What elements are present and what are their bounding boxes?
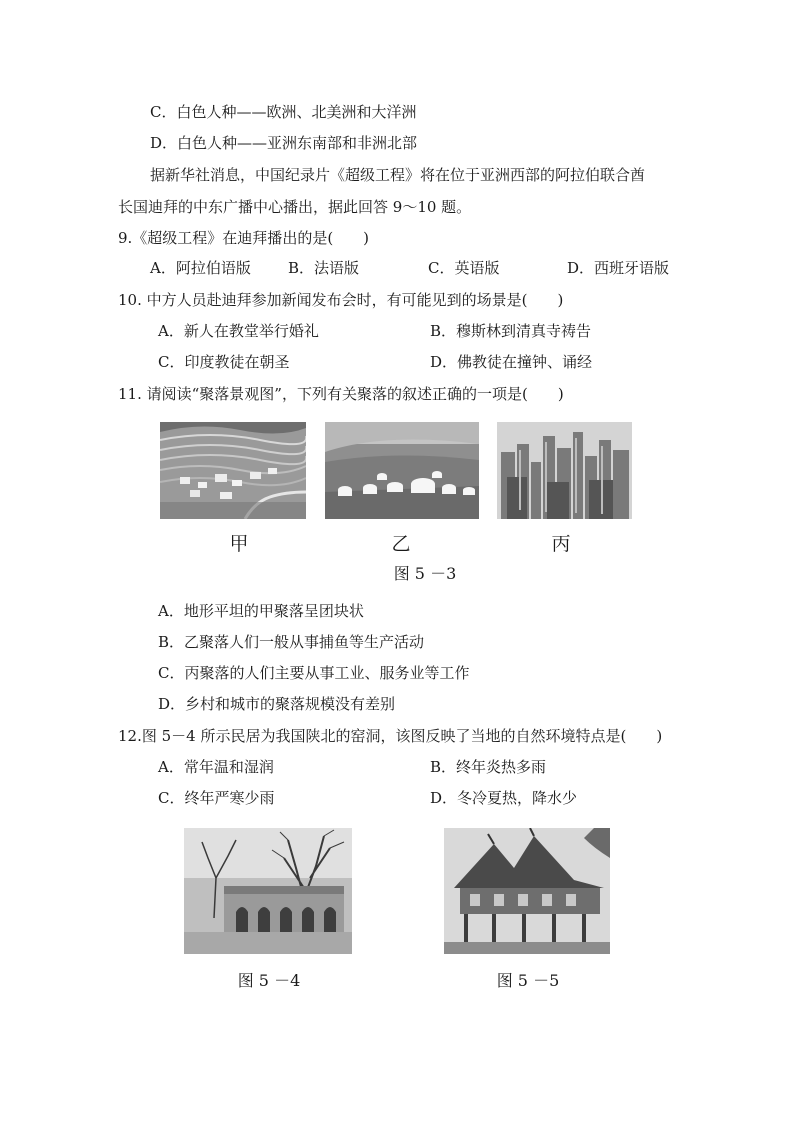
question-11-option-d: D．乡村和城市的聚落规模没有差别	[158, 695, 396, 713]
question-10-option-b: B．穆斯林到清真寺祷告	[430, 322, 592, 340]
question-9-option-d: D．西班牙语版	[567, 259, 670, 277]
question-12-stem: 12.图 5－4 所示民居为我国陕北的窑洞，该图反映了当地的自然环境特点是( )	[118, 727, 663, 745]
photo-label-yi: 乙	[391, 533, 411, 555]
question-11-option-c: C．丙聚落的人们主要从事工业、服务业等工作	[158, 664, 470, 682]
prev-option-d: D．白色人种——亚洲东南部和非洲北部	[150, 134, 418, 152]
question-10-option-d: D．佛教徒在撞钟、诵经	[430, 353, 593, 371]
question-11-option-b: B．乙聚落人们一般从事捕鱼等生产活动	[158, 633, 425, 651]
question-12-option-d: D．冬冷夏热，降水少	[430, 789, 578, 807]
question-12-option-b: B．终年炎热多雨	[430, 758, 547, 776]
question-11-stem: 11. 请阅读“聚落景观图”，下列有关聚落的叙述正确的一项是( )	[118, 385, 564, 403]
photo-label-bing: 丙	[551, 533, 571, 555]
question-10-stem: 10. 中方人员赴迪拜参加新闻发布会时，有可能见到的场景是( )	[118, 291, 564, 309]
question-12-option-c: C．终年严寒少雨	[158, 789, 275, 807]
cave-dwelling-photo	[184, 828, 352, 954]
question-9-option-c: C．英语版	[428, 259, 500, 277]
question-9-option-a: A．阿拉伯语版	[150, 259, 251, 277]
intro-line-1: 据新华社消息，中国纪录片《超级工程》将在位于亚洲西部的阿拉伯联合酋	[150, 166, 646, 184]
intro-line-2: 长国迪拜的中东广播中心播出，据此回答 9～10 题。	[118, 198, 472, 216]
question-12-option-a: A．常年温和湿润	[158, 758, 274, 776]
settlement-photo-yi	[325, 422, 479, 519]
question-11-option-a: A．地形平坦的甲聚落呈团块状	[158, 602, 364, 620]
prev-option-c: C．白色人种——欧洲、北美洲和大洋洲	[150, 103, 417, 121]
settlement-photo-bing	[497, 422, 632, 519]
settlement-photo-jia	[160, 422, 306, 519]
figure-5-4-caption: 图 5 －4	[237, 971, 301, 990]
question-10-option-a: A．新人在教堂举行婚礼	[158, 322, 319, 340]
figure-5-3-caption: 图 5 －3	[393, 564, 457, 583]
stilt-house-photo	[444, 828, 610, 954]
figure-5-5-caption: 图 5 －5	[496, 971, 560, 990]
question-9-option-b: B．法语版	[288, 259, 360, 277]
question-10-option-c: C．印度教徒在朝圣	[158, 353, 290, 371]
question-9-stem: 9.《超级工程》在迪拜播出的是( )	[118, 229, 370, 247]
photo-label-jia: 甲	[229, 533, 249, 555]
